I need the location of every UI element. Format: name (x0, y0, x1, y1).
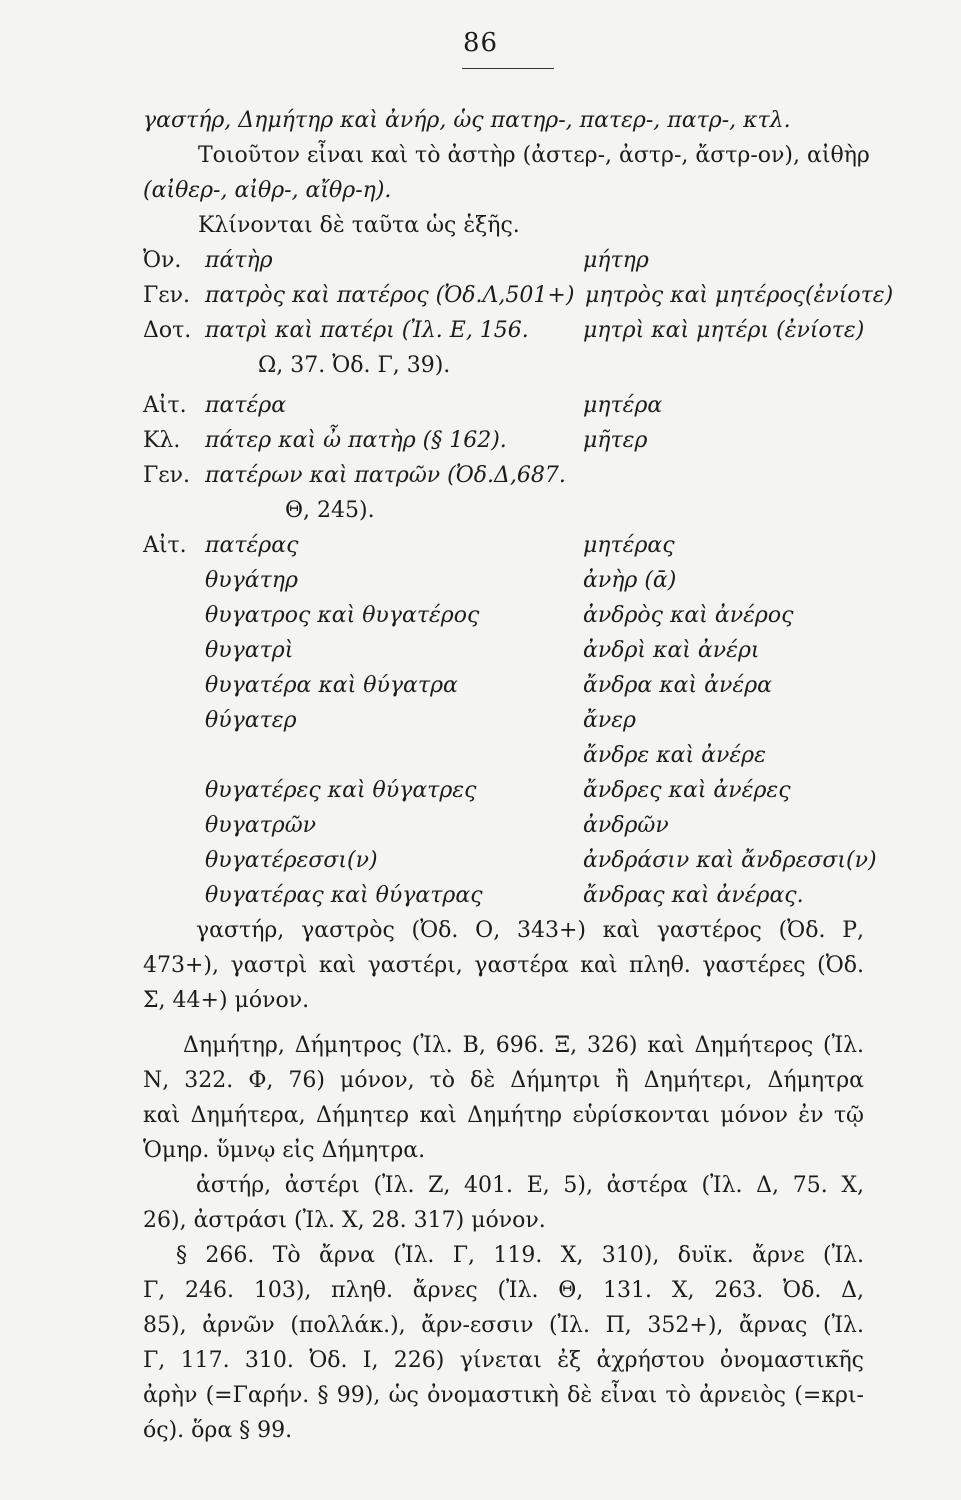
aner-form: ἀνδρὶ καὶ ἀνέρι (583, 638, 760, 663)
case-label: Ὀν. (143, 248, 182, 273)
aner-form: ἀνδράσιν καὶ ἄνδρεσσι(ν) (583, 848, 877, 873)
case-label: Αἰτ. (143, 393, 187, 418)
pater-form-cont: Ω, 37. Ὀδ. Γ, 39). (258, 353, 451, 378)
thygater-form: θυγατέρα καὶ θύγατρα (205, 673, 458, 698)
case-label: Γεν. (143, 463, 191, 488)
thygater-form: θυγατέρεσσι(ν) (205, 848, 378, 873)
pater-form: πατρὶ καὶ πατέρι (Ἰλ. Ε, 156. (205, 318, 529, 343)
page-number: 86 (462, 28, 499, 58)
thygater-form: θύγατερ (205, 708, 297, 733)
note-line: Ν, 322. Φ, 76) μόνον, τὸ δὲ Δήμητρι ἢ Δημήτερι, Δήμητρα (143, 1068, 864, 1093)
note-line: Ὁμηρ. ὕμνῳ εἰς Δήμητρα. (143, 1138, 426, 1163)
thygater-form: θυγατρὶ (205, 638, 294, 663)
case-label: Γεν. (143, 283, 191, 308)
note-line: Σ, 44+) μόνον. (143, 988, 310, 1013)
thygater-form: θυγατρος καὶ θυγατέρος (205, 603, 480, 628)
note-line: ἀρὴν (=Γαρήν. § 99), ὡς ὀνομαστικὴ δὲ εἶναι τὸ ἀρνειὸς (=κρι- (143, 1383, 864, 1408)
note-line: § 266. Τὸ ἄρνα (Ἰλ. Γ, 119. Χ, 310), δυϊκ. ἄρνε (Ἰλ. (176, 1243, 864, 1268)
pater-form: πατέρων καὶ πατρῶν (Ὀδ.Δ,687. (205, 463, 566, 488)
case-label: Δοτ. (143, 318, 192, 343)
aner-form: ἀνδρῶν (583, 813, 669, 838)
aner-form: ἀνδρὸς καὶ ἀνέρος (583, 603, 794, 628)
note-line: ἀστήρ, ἀστέρι (Ἰλ. Ζ, 401. Ε, 5), ἀστέρα (Ἰλ. Δ, 75. Χ, (196, 1173, 864, 1198)
meter-form: μῆτερ (583, 428, 648, 453)
intro-line: Κλίνονται δὲ ταῦτα ὡς ἑξῆς. (198, 213, 520, 238)
meter-form: μήτηρ (583, 248, 649, 273)
pater-form-cont: Θ, 245). (285, 498, 375, 523)
meter-form: μητέρα (583, 393, 663, 418)
aner-form: ἄνδρες καὶ ἀνέρες (583, 778, 791, 803)
note-line: Γ, 246. 103), πληθ. ἄρνες (Ἰλ. Θ, 131. Χ, 263. Ὀδ. Δ, (143, 1278, 864, 1303)
note-line: Γ, 117. 310. Ὀδ. Ι, 226) γίνεται ἐξ ἀχρήστου ὀνομαστικῆς (143, 1348, 864, 1373)
meter-form: μητρὶ καὶ μητέρι (ἐνίοτε) (583, 318, 865, 343)
thygater-form: θυγατρῶν (205, 813, 317, 838)
aner-form: ἀνὴρ (ᾱ) (583, 568, 677, 593)
thygater-form: θυγατέρες καὶ θύγατρες (205, 778, 477, 803)
pater-form: πάτερ καὶ ὦ πατὴρ (§ 162). (205, 428, 507, 453)
case-label: Αἰτ. (143, 533, 187, 558)
pater-form: πατέρας (205, 533, 299, 558)
intro-line: Τοιοῦτον εἶναι καὶ τὸ ἀστὴρ (ἀστερ-, ἀστρ-, ἄστρ-ον), αἰθὴρ (198, 143, 870, 168)
thygater-form: θυγατέρας καὶ θύγατρας (205, 883, 483, 908)
page-number-rule (462, 68, 554, 69)
meter-form: μητρὸς καὶ μητέρος(ἐνίοτε) (585, 283, 894, 308)
aner-form: ἄνερ (583, 708, 636, 733)
aner-form: ἄνδρας καὶ ἀνέρας. (583, 883, 804, 908)
note-line: 473+), γαστρὶ καὶ γαστέρι, γαστέρα καὶ πληθ. γαστέρες (Ὀδ. (143, 953, 864, 978)
note-line: ός). ὅρα § 99. (143, 1418, 293, 1443)
pater-form: πατρὸς καὶ πατέρος (Ὀδ.Λ,501+) (205, 283, 575, 308)
note-line: 85), ἀρνῶν (πολλάκ.), ἄρν-εσσιν (Ἰλ. Π, 352+), ἄρνας (Ἰλ. (143, 1313, 864, 1338)
case-label: Κλ. (143, 428, 181, 453)
meter-form: μητέρας (583, 533, 675, 558)
aner-form: ἄνδρε καὶ ἀνέρε (583, 743, 766, 768)
aner-form: ἄνδρα καὶ ἀνέρα (583, 673, 772, 698)
thygater-form: θυγάτηρ (205, 568, 298, 593)
intro-line: γαστήρ, Δημήτηρ καὶ ἀνήρ, ὡς πατηρ-, πατερ-, πατρ-, κτλ. (143, 108, 791, 133)
note-line: καὶ Δημήτερα, Δήμητερ καὶ Δημήτηρ εὑρίσκονται μόνον ἐν τῷ (143, 1103, 864, 1128)
pater-form: πάτὴρ (205, 248, 273, 273)
note-line: 26), ἀστράσι (Ἰλ. Χ, 28. 317) μόνον. (143, 1208, 546, 1233)
pater-form: πατέρα (205, 393, 287, 418)
intro-line: (αἰθερ-, αἰθρ-, αἴθρ-η). (143, 178, 392, 203)
note-line: γαστήρ, γαστρὸς (Ὀδ. Ο, 343+) καὶ γαστέρος (Ὀδ. Ρ, (196, 918, 864, 943)
note-line: Δημήτηρ, Δήμητρος (Ἰλ. Β, 696. Ξ, 326) καὶ Δημήτερος (Ἰλ. (183, 1033, 864, 1058)
